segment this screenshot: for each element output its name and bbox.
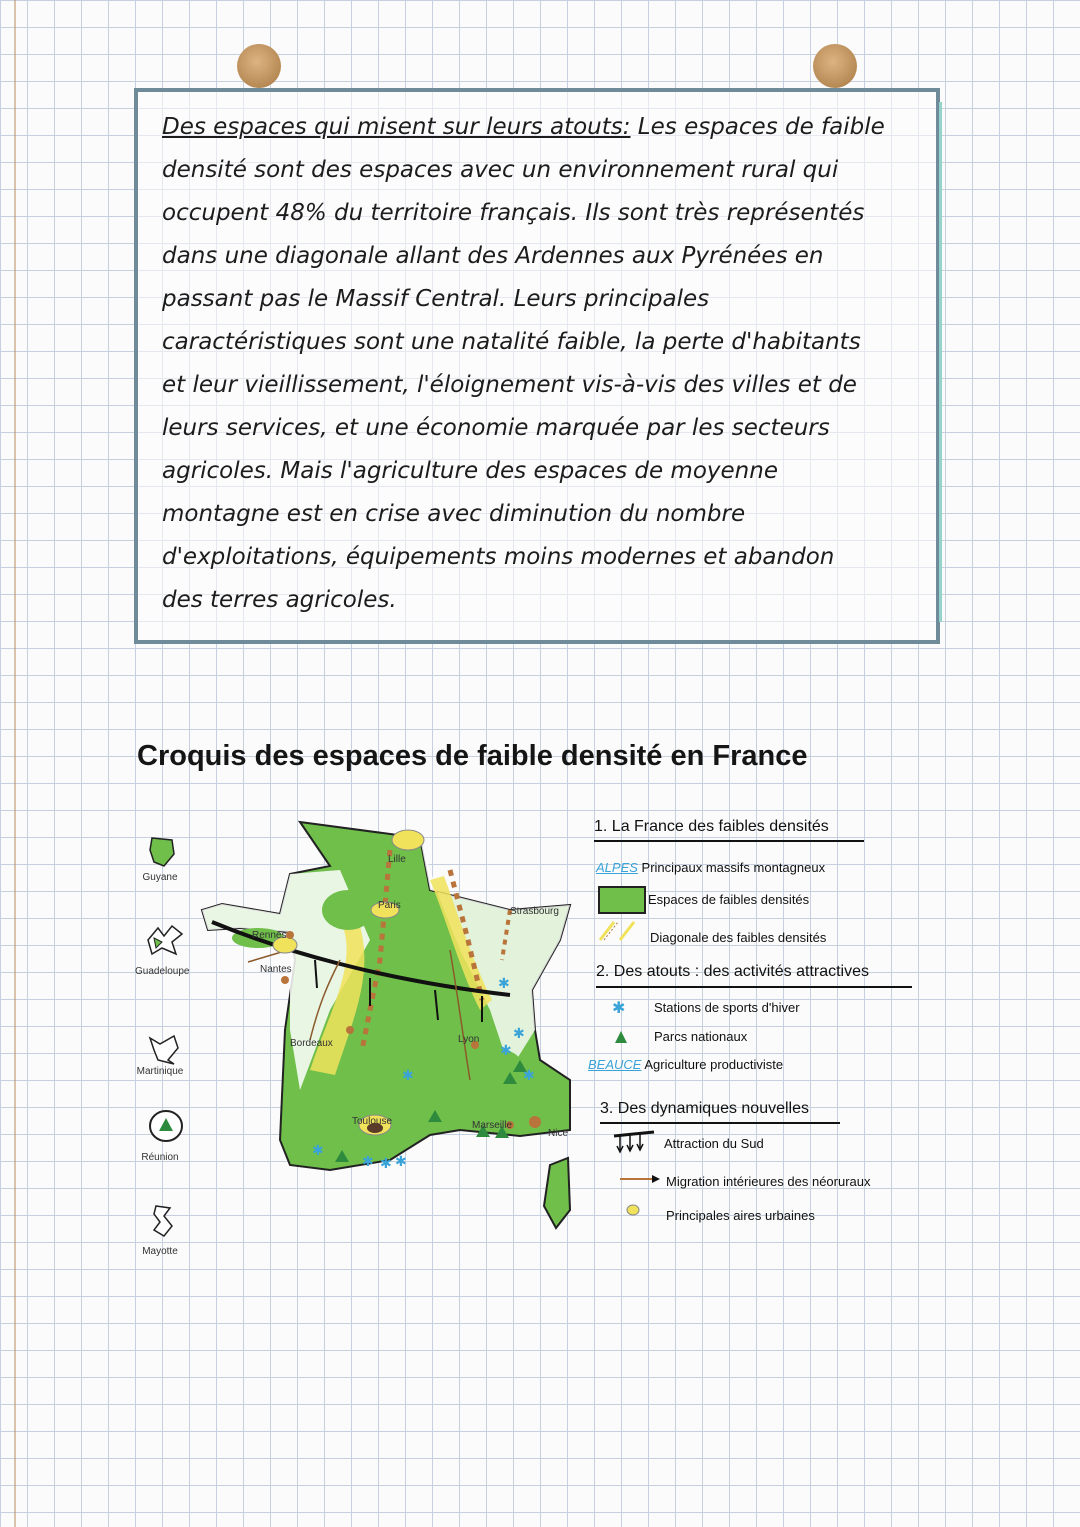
svg-text:✱: ✱ — [312, 1143, 324, 1159]
city-bordeaux: Bordeaux — [290, 1038, 333, 1049]
svg-text:✱: ✱ — [500, 1043, 512, 1059]
legend-espaces-swatch — [598, 886, 646, 914]
note-line: occupent 48% du territoire français. Ils sont très représentés — [162, 200, 865, 226]
dom-label-guyane: Guyane — [142, 872, 178, 883]
note-line: montagne est en crise avec diminution du nombre — [162, 501, 746, 527]
legend-stations-label: Stations de sports d'hiver — [654, 1000, 800, 1015]
city-lille: Lille — [388, 854, 406, 865]
legend-parcs-label: Parcs nationaux — [654, 1029, 748, 1044]
legend-section-1-title: 1. La France des faibles densités — [594, 818, 829, 835]
legend-massifs-label: Principaux massifs montagneux — [641, 860, 826, 875]
diagonale-symbol — [594, 918, 648, 942]
svg-text:✱: ✱ — [395, 1154, 407, 1170]
france-map — [130, 810, 600, 1270]
note-box — [134, 88, 940, 644]
svg-text:✱: ✱ — [523, 1068, 535, 1084]
legend-massifs — [596, 860, 825, 875]
legend-beauce — [588, 1057, 783, 1072]
legend-attraction-label: Attraction du Sud — [664, 1136, 764, 1151]
city-strasbourg: Strasbourg — [510, 906, 559, 917]
dom-label-guadeloupe: Guadeloupe — [135, 966, 190, 977]
note-line: passant pas le Massif Central. Leurs principales — [162, 286, 710, 312]
city-toulouse: Toulouse — [352, 1116, 393, 1127]
note-line: agricoles. Mais l'agriculture des espaces de moyenne — [162, 458, 778, 484]
city-lyon: Lyon — [458, 1034, 480, 1045]
note-line: Les espaces de faible — [630, 114, 885, 140]
note-line: et leur vieillissement, l'éloignement vis-à-vis des villes et de — [162, 372, 857, 398]
legend-espaces-label: Espaces de faibles densités — [648, 892, 810, 907]
migration-arrow-icon — [618, 1172, 664, 1186]
city-rennes: Rennes — [252, 930, 287, 941]
note-line: leurs services, et une économie marquée par les secteurs — [162, 415, 830, 441]
note-line: densité sont des espaces avec un environnement rural qui — [162, 157, 839, 183]
dom-label-reunion: Réunion — [141, 1152, 179, 1163]
note-heading: Des espaces qui misent sur leurs atouts: — [162, 114, 631, 140]
urban-area-icon — [626, 1204, 640, 1216]
legend-section-3-title: 3. Des dynamiques nouvelles — [600, 1100, 810, 1117]
legend-migration-label: Migration intérieures des néoruraux — [666, 1174, 871, 1189]
dom-label-martinique: Martinique — [136, 1066, 184, 1077]
national-park-icon — [614, 1030, 628, 1044]
corse-shape — [544, 1158, 570, 1228]
svg-text:✱: ✱ — [402, 1068, 414, 1084]
city-paris: Paris — [378, 900, 401, 911]
legend-section-2-title: 2. Des atouts : des activités attractives — [596, 963, 870, 980]
city-nantes: Nantes — [260, 964, 292, 975]
note-text — [162, 106, 922, 622]
legend-beauce-code: BEAUCE — [588, 1057, 642, 1072]
note-line: d'exploitations, équipements moins modernes et abandon — [162, 544, 835, 570]
svg-text:✱: ✱ — [498, 976, 510, 992]
note-line: caractéristiques sont une natalité faible, la perte d'habitants — [162, 329, 861, 355]
svg-text:✱: ✱ — [362, 1154, 374, 1170]
city-nice: Nice — [548, 1128, 569, 1139]
croquis-title: Croquis des espaces de faible densité en France — [137, 740, 808, 772]
legend-aires-label: Principales aires urbaines — [666, 1208, 815, 1223]
dom-label-mayotte: Mayotte — [142, 1246, 178, 1257]
paper-margin-line — [14, 0, 16, 1527]
binder-hole-right — [813, 44, 857, 88]
legend-diagonale-label: Diagonale des faibles densités — [650, 930, 827, 945]
ski-station-icon: ✱ — [612, 1000, 626, 1017]
binder-hole-left — [237, 44, 281, 88]
legend-beauce-label: Agriculture productiviste — [644, 1057, 784, 1072]
legend-massifs-code: ALPES — [596, 860, 638, 875]
svg-text:✱: ✱ — [380, 1156, 392, 1172]
svg-text:✱: ✱ — [513, 1026, 525, 1042]
note-line: dans une diagonale allant des Ardennes aux Pyrénées en — [162, 243, 824, 269]
city-marseille: Marseille — [472, 1120, 513, 1131]
attraction-sud-icon — [612, 1130, 658, 1156]
note-line: des terres agricoles. — [162, 587, 397, 613]
